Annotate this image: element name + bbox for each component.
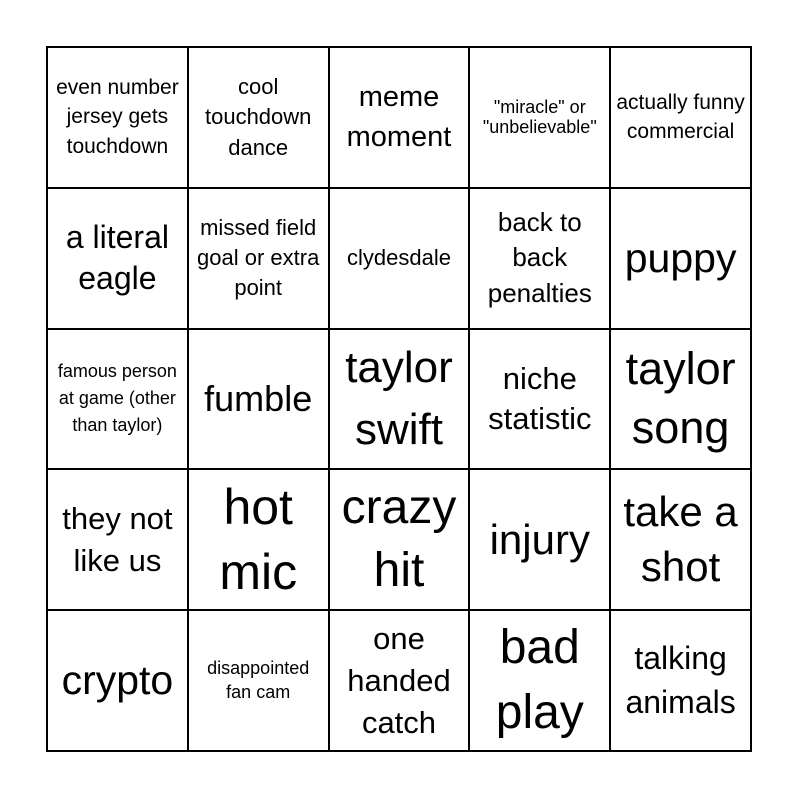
cell-text: clydesdale (347, 245, 451, 271)
cell-text: actually funny commercial (616, 90, 745, 144)
bingo-cell-r2c2[interactable] (188, 188, 329, 329)
cell-text: even number jersey gets touchdown (56, 75, 179, 159)
cell-text: disappointed fan cam (207, 658, 310, 702)
cell-text: taylor swift (345, 343, 453, 454)
bingo-cell-r3c1[interactable] (47, 329, 188, 470)
cell-text: they not like us (62, 500, 173, 578)
cell-text: cool touchdown dance (204, 73, 312, 160)
cell-text: "miracle" or "unbelievable" (482, 96, 597, 138)
cell-text: hot mic (219, 478, 298, 600)
bingo-cell-r5c5[interactable] (610, 610, 751, 751)
cell-text: puppy (624, 234, 737, 281)
bingo-cell-r5c4[interactable] (469, 610, 610, 751)
cell-text: niche statistic (488, 361, 592, 436)
cell-text: fumble (204, 378, 313, 420)
bingo-cell-r3c2[interactable] (188, 329, 329, 470)
cell-text: crypto (61, 657, 174, 704)
cell-text: a literal eagle (65, 218, 169, 297)
cell-text: crazy hit (341, 481, 457, 597)
cell-text: famous person at game (other than taylor) (57, 361, 177, 436)
bingo-cell-r4c4[interactable] (469, 469, 610, 610)
cell-text: taylor song (625, 343, 736, 453)
bingo-board (46, 46, 752, 752)
bingo-cell-r4c3[interactable] (329, 469, 470, 610)
bingo-cell-r1c2[interactable] (188, 47, 329, 188)
bingo-cell-r2c5[interactable] (610, 188, 751, 329)
bingo-cell-r2c4[interactable] (469, 188, 610, 329)
bingo-cell-r5c3[interactable] (329, 610, 470, 751)
cell-text: talking animals (625, 640, 736, 720)
bingo-cell-r3c4[interactable] (469, 329, 610, 470)
bingo-cell-r3c5[interactable] (610, 329, 751, 470)
bingo-cell-r4c5[interactable] (610, 469, 751, 610)
cell-text: back to back penalties (487, 206, 592, 308)
cell-text: injury (489, 515, 590, 563)
bingo-cell-r1c3[interactable] (329, 47, 470, 188)
cell-text: one handed catch (347, 620, 451, 740)
cell-text: meme moment (346, 80, 452, 154)
bingo-cell-r5c1[interactable] (47, 610, 188, 751)
bingo-cell-r1c4[interactable] (469, 47, 610, 188)
bingo-cell-r1c5[interactable] (610, 47, 751, 188)
bingo-cell-r2c1[interactable] (47, 188, 188, 329)
bingo-cell-r5c2[interactable] (188, 610, 329, 751)
bingo-cell-r4c2[interactable] (188, 469, 329, 610)
cell-text: take a shot (623, 488, 738, 590)
cell-text: missed field goal or extra point (197, 214, 320, 301)
bingo-cell-r2c3[interactable] (329, 188, 470, 329)
bingo-cell-r3c3[interactable] (329, 329, 470, 470)
bingo-cell-r1c1[interactable] (47, 47, 188, 188)
bingo-cell-r4c1[interactable] (47, 469, 188, 610)
cell-text: bad play (495, 620, 584, 739)
